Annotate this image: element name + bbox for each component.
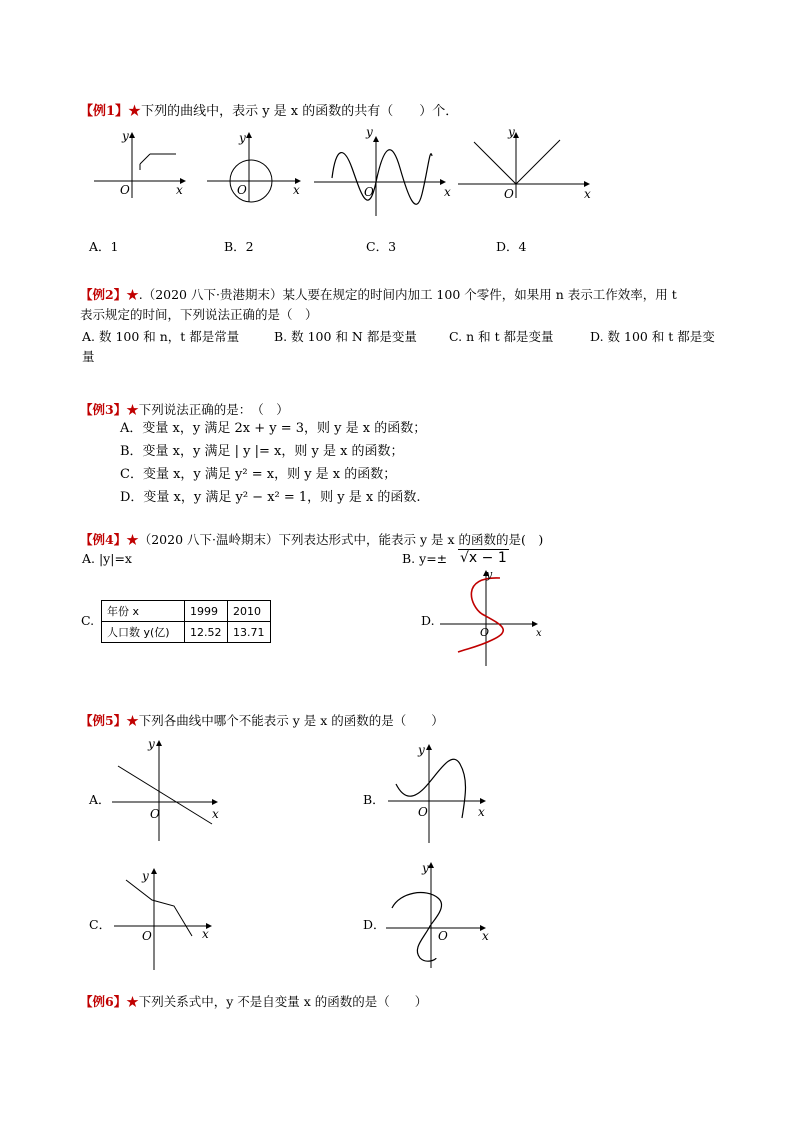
star-icon: ★	[126, 713, 139, 728]
ex2-option-c[interactable]: C. n 和 t 都是变量	[449, 329, 554, 344]
ex4-option-d[interactable]: D.	[421, 613, 435, 628]
svg-text:x: x	[293, 183, 300, 197]
axis-x-label: x	[176, 183, 183, 197]
ex5-option-d[interactable]: D．	[363, 917, 386, 932]
ex4-population-table	[101, 600, 271, 643]
axis-y-label: y	[122, 129, 129, 143]
ex1-tag: 【例1】	[80, 104, 129, 119]
ex1-option-c[interactable]: C．3	[366, 239, 397, 254]
table-row: 年份 x 1999 2010	[102, 601, 271, 622]
ex1-graph-c	[312, 125, 457, 218]
svg-text:O: O	[237, 183, 247, 197]
ex3-option-d[interactable]: D．变量 x，y 满足 y² − x² = 1，则 y 是 x 的函数.	[120, 490, 421, 505]
star-icon: ★	[128, 104, 142, 119]
svg-text:x: x	[584, 187, 591, 201]
svg-text:x: x	[444, 185, 451, 199]
svg-text:y: y	[486, 568, 493, 581]
ex5-question: 【例5】★下列各曲线中哪个不能表示 y 是 x 的函数的是（ ）	[80, 713, 444, 728]
ex3-option-b[interactable]: B．变量 x，y 满足 | y |= x，则 y 是 x 的函数；	[120, 444, 404, 459]
ex2-question-line2: 表示规定的时间，下列说法正确的是（ ）	[80, 307, 318, 322]
ex1-graph-b	[205, 130, 305, 205]
ex2-option-a[interactable]: A. 数 100 和 n，t 都是常量	[82, 329, 240, 344]
ex5-option-a[interactable]: A．	[89, 792, 111, 807]
ex2-option-d[interactable]: D. 数 100 和 t 都是变	[590, 329, 715, 344]
ex2-option-d-wrap: 量	[82, 349, 95, 364]
ex4-graph-d	[440, 566, 550, 666]
svg-text:x: x	[536, 628, 542, 639]
ex3-question: 【例3】★下列说法正确的是： （ ）	[80, 402, 289, 417]
svg-text:x: x	[212, 807, 219, 821]
table-row: 人口数 y(亿) 12.52 13.71	[102, 622, 271, 643]
ex4-question: 【例4】★（2020 八下·温岭期末）下列表达形式中，能表示 y 是 x 的函数的是( )	[80, 532, 544, 547]
ex5-graph-b	[388, 738, 498, 843]
svg-text:O: O	[364, 185, 374, 199]
ex4-option-b-root: √x − 1	[460, 550, 507, 566]
svg-text:O: O	[142, 929, 152, 943]
ex5-option-c[interactable]: C．	[89, 917, 112, 932]
svg-text:y: y	[239, 131, 246, 145]
svg-text:x: x	[478, 805, 485, 819]
star-icon: ★	[126, 287, 139, 302]
svg-text:y: y	[148, 737, 155, 751]
ex1-text: 下列的曲线中，表示 y 是 x 的函数的共有（ ）个．	[141, 104, 459, 119]
svg-text:y: y	[366, 125, 373, 139]
ex1-graph-d	[456, 126, 596, 201]
ex1-graph-a	[92, 130, 192, 200]
svg-text:O: O	[150, 807, 160, 821]
ex4-option-c[interactable]: C.	[81, 613, 95, 628]
svg-text:O: O	[480, 626, 490, 639]
axis-origin-label: O	[120, 183, 130, 197]
ex3-option-c[interactable]: C．变量 x，y 满足 y² = x，则 y 是 x 的函数；	[120, 467, 397, 482]
ex5-option-b[interactable]: B．	[363, 792, 385, 807]
ex3-option-a[interactable]: A．变量 x，y 满足 2x + y = 3，则 y 是 x 的函数；	[120, 421, 427, 436]
svg-text:x: x	[202, 927, 209, 941]
star-icon: ★	[126, 532, 139, 547]
ex2-option-b[interactable]: B. 数 100 和 N 都是变量	[274, 329, 417, 344]
svg-text:x: x	[482, 929, 489, 943]
svg-text:y: y	[142, 869, 149, 883]
ex4-option-b[interactable]: B. y=±	[402, 551, 448, 566]
svg-text:O: O	[418, 805, 428, 819]
ex5-graph-c	[114, 862, 224, 970]
ex1-option-b[interactable]: B．2	[224, 239, 254, 254]
star-icon: ★	[126, 994, 139, 1009]
ex6-question: 【例6】★下列关系式中，y 不是自变量 x 的函数的是（ ）	[80, 994, 428, 1009]
star-icon: ★	[126, 402, 139, 417]
ex4-option-a[interactable]: A. |y|=x	[82, 551, 132, 566]
ex1-question	[80, 100, 458, 119]
ex5-graph-d	[386, 858, 496, 968]
ex1-option-a[interactable]: A．1	[89, 239, 119, 254]
ex1-option-d[interactable]: D．4	[496, 239, 527, 254]
ex5-graph-a	[112, 736, 227, 841]
svg-text:y: y	[422, 861, 429, 875]
svg-text:y: y	[508, 125, 515, 139]
svg-text:O: O	[504, 187, 514, 201]
svg-text:O: O	[438, 929, 448, 943]
ex2-question-line1: 【例2】★.（2020 八下·贵港期末）某人要在规定的时间内加工 100 个零件，如果用 n 表示工作效率，用 t	[80, 287, 677, 302]
svg-text:y: y	[418, 743, 425, 757]
